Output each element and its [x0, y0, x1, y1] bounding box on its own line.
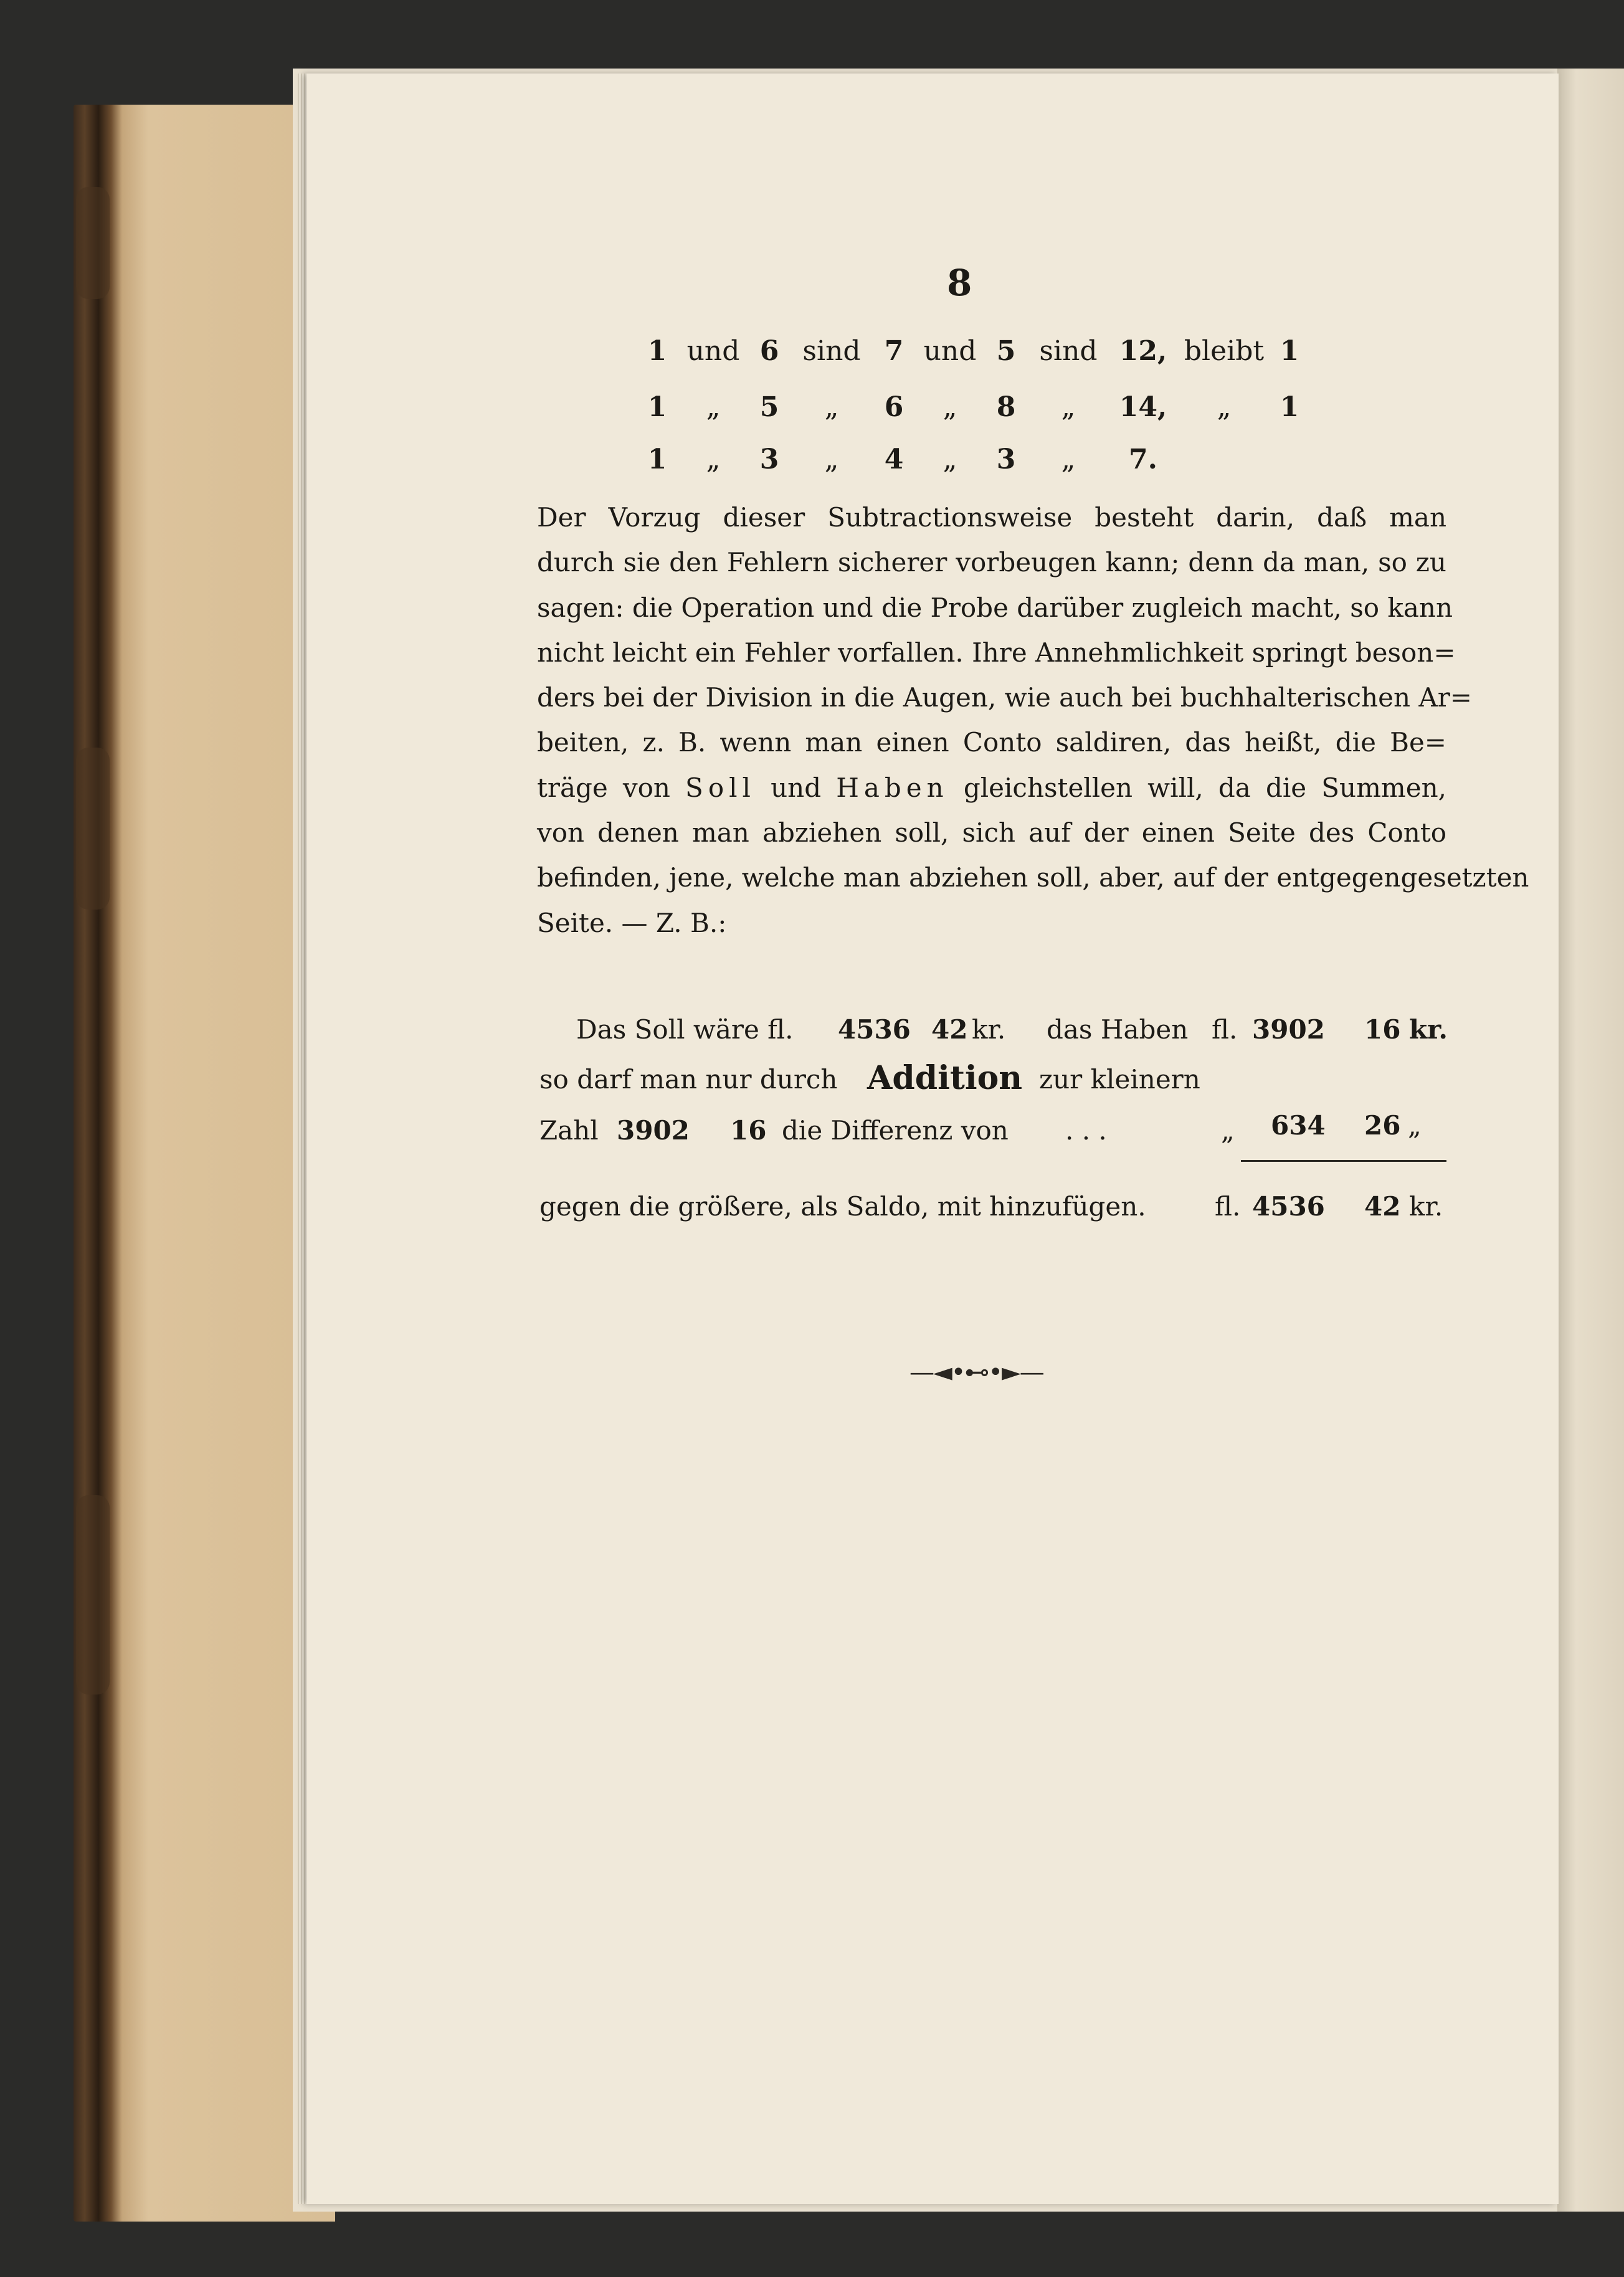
counting-cell: und	[686, 335, 740, 367]
paragraph-line: sagen: die Operation und die Probe darüber zugleich macht, so kann	[537, 592, 1453, 623]
differenz-amount-kr: 26	[1364, 1110, 1401, 1141]
counting-cell	[1177, 444, 1271, 475]
counting-cell: 12,	[1119, 335, 1167, 367]
counting-cell: 5	[759, 391, 779, 423]
counting-cell: und	[923, 335, 977, 367]
soll-word: Soll	[685, 772, 756, 803]
example-line-2-label: so darf man nur durch	[539, 1064, 838, 1095]
paragraph-line: durch sie den Fehlern sicherer vorbeugen kann; denn da man, so zu	[537, 547, 1446, 578]
counting-cell: „	[943, 391, 957, 423]
differenz-label: die Differenz von	[782, 1115, 1009, 1146]
counting-cell: 8	[996, 391, 1016, 423]
paragraph-line-soll-haben	[537, 766, 1446, 810]
paragraph-line: Der Vorzug dieser Subtractionsweise besteht darin, daß man	[537, 502, 1446, 533]
line-text: träge von	[537, 772, 670, 803]
ornament-divider: —◄•⊷•►—	[909, 1358, 1043, 1387]
saldo-amount-fl: 4536	[1252, 1191, 1325, 1222]
counting-cell: 5	[996, 335, 1016, 367]
counting-cell: 4	[884, 444, 904, 475]
counting-cell: 7.	[1129, 444, 1157, 475]
dots: . . .	[1065, 1115, 1107, 1146]
counting-row-3	[635, 444, 1308, 475]
soll-amount-fl: 4536	[838, 1014, 911, 1045]
counting-cell: 3	[759, 444, 779, 475]
counting-cell: 1	[647, 335, 667, 367]
counting-cell: „	[1061, 391, 1076, 423]
sum-rule	[1241, 1160, 1446, 1162]
cover-stain	[76, 1495, 110, 1695]
counting-cell: 3	[996, 444, 1016, 475]
counting-cell: „	[824, 391, 839, 423]
paragraph-line: ders bei der Division in die Augen, wie auch bei buchhalterischen Ar=	[537, 682, 1472, 713]
paragraph-line: von denen man abziehen soll, sich auf der einen Seite des Conto	[537, 817, 1446, 849]
counting-cell: „	[824, 444, 839, 475]
counting-cell: 14,	[1119, 391, 1167, 423]
paragraph-line: befinden, jene, welche man abziehen soll, aber, auf der entgegengesetzten	[537, 862, 1529, 893]
unit-fl: fl.	[1212, 1014, 1238, 1045]
counting-cell: bleibt	[1184, 335, 1265, 367]
counting-cell: 1	[647, 391, 667, 423]
haben-label: das Haben	[1047, 1014, 1189, 1045]
example-line-1-label: Das Soll wäre fl.	[576, 1014, 794, 1045]
unit-kr: kr.	[1409, 1191, 1443, 1222]
differenz-amount-fl: 634	[1271, 1110, 1326, 1141]
unit-kr: kr.	[1409, 1014, 1448, 1045]
counting-cell: „	[706, 444, 721, 475]
ditto-mark: „	[1221, 1115, 1235, 1146]
haben-word: Haben	[836, 772, 949, 803]
counting-cell: „	[706, 391, 721, 423]
counting-cell: 1	[647, 444, 667, 475]
paragraph-line: nicht leicht ein Fehler vorfallen. Ihre Annehmlichkeit springt beson=	[537, 637, 1456, 668]
page-number: 8	[947, 262, 972, 304]
counting-cell: 6	[759, 335, 779, 367]
counting-cell: „	[1061, 444, 1076, 475]
facing-page-edge	[1557, 69, 1624, 2212]
ditto-mark: „	[1408, 1110, 1422, 1141]
haben-amount-kr: 16	[1364, 1014, 1401, 1045]
counting-cell: sind	[802, 335, 861, 367]
zahl-amount-fl: 3902	[617, 1115, 690, 1146]
zahl-label: Zahl	[539, 1115, 599, 1146]
counting-cell: „	[1217, 391, 1232, 423]
soll-amount-kr: 42	[931, 1014, 968, 1045]
body-paragraph	[537, 495, 1529, 946]
counting-row-2	[635, 391, 1308, 423]
unit-fl: fl.	[1215, 1191, 1241, 1222]
addition-word: Addition	[867, 1059, 1023, 1097]
haben-amount-fl: 3902	[1252, 1014, 1325, 1045]
cover-stain	[76, 187, 110, 299]
counting-cell: 7	[884, 335, 904, 367]
zahl-amount-kr: 16	[730, 1115, 767, 1146]
counting-cell: „	[943, 444, 957, 475]
counting-cell: sind	[1039, 335, 1098, 367]
saldo-amount-kr: 42	[1364, 1191, 1401, 1222]
paragraph-line: Seite. — Z. B.:	[537, 907, 727, 938]
und-word: und	[771, 772, 822, 803]
example-line-2-tail: zur kleinern	[1039, 1064, 1200, 1095]
counting-cell	[1271, 444, 1308, 475]
line-text: gleichstellen will, da die Summen,	[963, 772, 1446, 803]
example-line-4-label: gegen die größere, als Saldo, mit hinzufügen.	[539, 1191, 1146, 1222]
counting-row-1	[635, 335, 1308, 367]
unit-kr: kr.	[972, 1014, 1006, 1045]
cover-stain	[76, 748, 110, 910]
counting-cell: 1	[1280, 335, 1299, 367]
counting-cell: 1	[1280, 391, 1299, 423]
counting-cell: 6	[884, 391, 904, 423]
paragraph-line: beiten, z. B. wenn man einen Conto saldiren, das heißt, die Be=	[537, 727, 1446, 758]
